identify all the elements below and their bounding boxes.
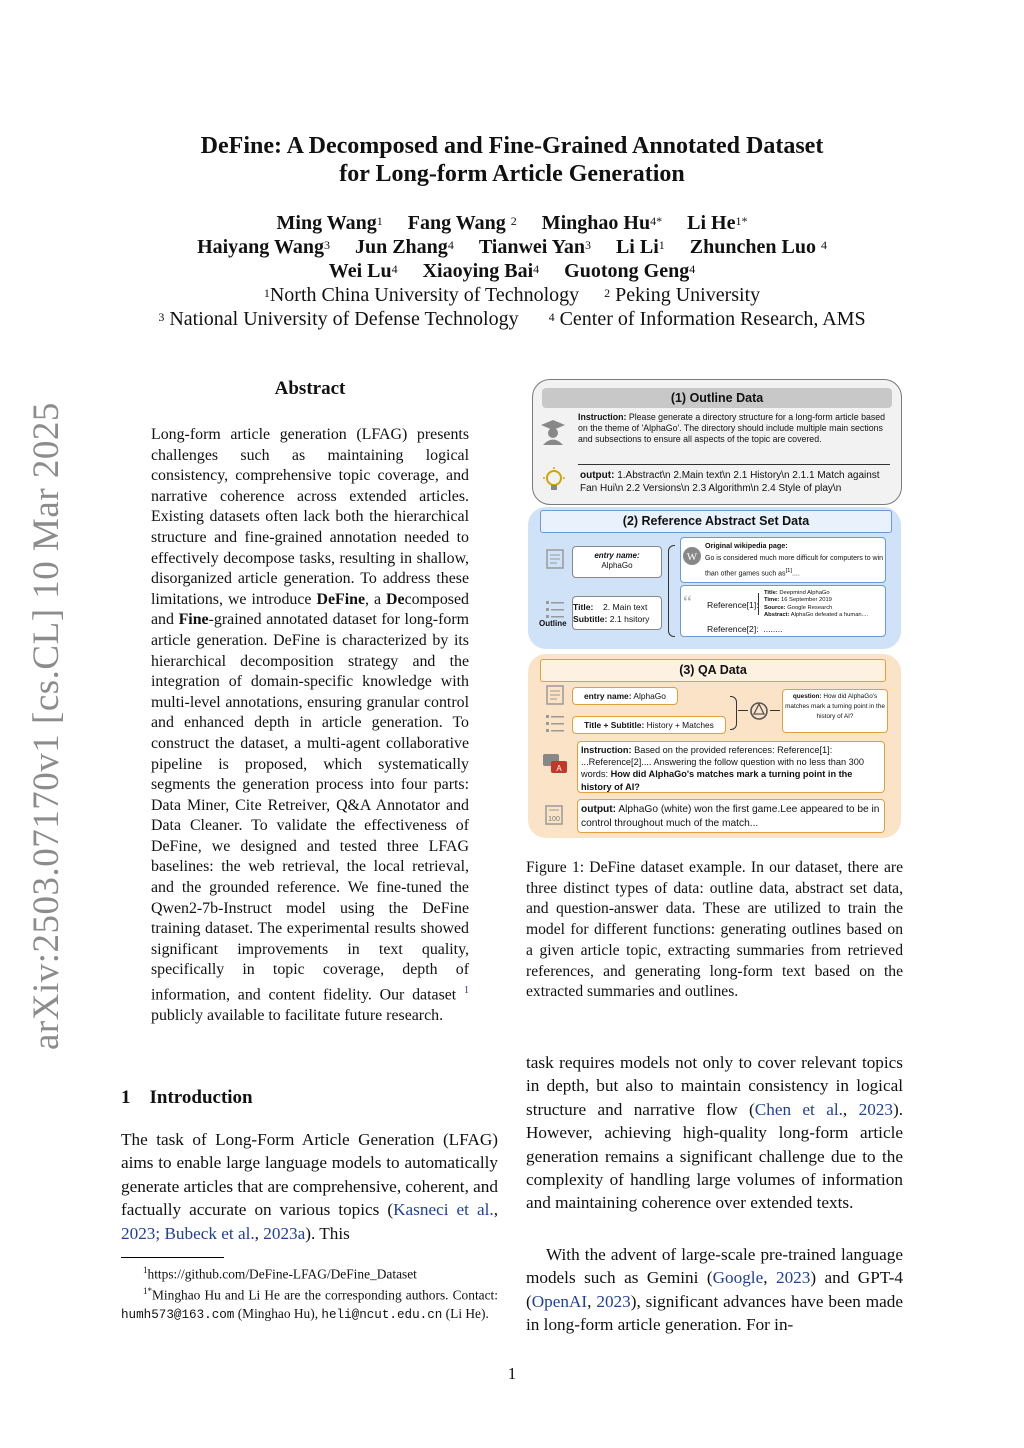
- citation-link[interactable]: 2023: [121, 1223, 156, 1243]
- author-name: Zhunchen Luo: [689, 236, 816, 258]
- author-name: Ming Wang: [276, 212, 377, 234]
- svg-text:A: A: [556, 764, 562, 773]
- intro-paragraph: [121, 1128, 498, 1245]
- reference-panel-header: (2) Reference Abstract Set Data: [540, 510, 892, 533]
- ref2-label: Reference[2]:: [707, 624, 759, 634]
- wiki-text: Go is considered much more difficult for computers to win than other games such as: [705, 555, 884, 578]
- abstract-part: -grained annotated dataset for long-form article generation. DeFine is characterized by its hierarchical decomposition strategy and the integration of domain-specific knowledge with multi-level annotations, ensuring granular control and enhanced depth in article generation. To construct the dataset, a multi-agent collaborative pipeline is proposed, which systematically segments the generation process into four parts: Data Miner, Cite Retreiver, Q&A Annotator and Data Cleaner. To validate the effectiveness of DeFine, we designed and tested three LFAG baselines: the web retrieval, the local retrieval, and the grounded reference. We fine-tuned the Qwen2-7b-Instruct model using the DeFine training dataset. The experimental results showed significant improvements in text quality, specifically in topic coverage, depth of information, and content fidelity. Our dataset: [151, 611, 469, 1004]
- body-text: With the advent of large-scale pre-trained language models such as Gemini (: [526, 1245, 903, 1288]
- reference-entry-box: [572, 546, 662, 578]
- openai-icon: [748, 700, 770, 722]
- section-number: 1: [121, 1087, 131, 1108]
- instruction-label: Instruction:: [578, 412, 627, 422]
- reference-2-label: [707, 624, 782, 634]
- footnote-text: (Li He).: [442, 1305, 489, 1321]
- ref-meta-label: Abstract:: [764, 612, 790, 619]
- author-line-1: [120, 211, 904, 235]
- qa-entry-box: [572, 687, 678, 705]
- author-name: Wei Lu: [328, 260, 392, 282]
- instruction-text: Please generate a directory structure for a long-form article based on the theme of 'AlphaGo'. The directory should include multiple main sections and subsections to ensure all aspects of the topic are covered.: [578, 412, 886, 444]
- svg-text:W: W: [686, 551, 698, 563]
- author-affil-mark: 4: [820, 238, 827, 252]
- author-affil-mark: 1*: [735, 214, 748, 228]
- instruction-text: Based on the provided references: Reference[1]: ...Reference[2].... Answering the follow question with no less than 300 words:: [581, 745, 864, 780]
- footnote-link[interactable]: 1: [464, 985, 469, 997]
- intro-text: ;: [155, 1223, 165, 1243]
- outline-output: [580, 470, 892, 498]
- outline-panel-header: (1) Outline Data: [542, 388, 892, 408]
- author-affil-mark: 3: [584, 238, 591, 252]
- entry-value: AlphaGo: [633, 691, 666, 701]
- abstract-bold: DeFine: [316, 590, 366, 608]
- document-icon: [544, 684, 566, 706]
- affil-mark: 2: [604, 286, 611, 300]
- footnote-1: [121, 1262, 498, 1283]
- author-name: Li Li: [615, 236, 659, 258]
- body-text: ) and GPT-4 (: [526, 1268, 904, 1311]
- intro-text: ,: [254, 1223, 264, 1243]
- right-paragraph-2: [526, 1243, 903, 1337]
- footnote-url[interactable]: https://github.com/DeFine-LFAG/DeFine_Dataset: [147, 1266, 417, 1282]
- author-affil-mark: 1: [658, 238, 665, 252]
- email-link[interactable]: heli@ncut.edu.cn: [321, 1307, 443, 1322]
- brace: [668, 545, 675, 637]
- citation-link[interactable]: OpenAI: [531, 1291, 588, 1311]
- citation-link[interactable]: Chen et al.: [754, 1099, 843, 1119]
- author-name: Haiyang Wang: [197, 236, 324, 258]
- question-label: question:: [792, 693, 822, 700]
- output-text: 1.Abstract\n 2.Main text\n 2.1 History\n 2.1.1 Match against Fan Hui\n 2.2 Versions\n 2.3 Algorithm\n 2.4 Style of play\n: [580, 470, 880, 494]
- title-value: 2. Main text: [602, 602, 648, 612]
- author-line-3: [120, 259, 904, 283]
- output-label: output:: [580, 470, 615, 481]
- right-paragraph-1: [526, 1051, 903, 1215]
- entry-value: AlphaGo: [601, 561, 633, 570]
- citation-link[interactable]: Google: [712, 1268, 764, 1288]
- section-heading-introduction: [121, 1087, 253, 1109]
- title-line-1: DeFine: A Decomposed and Fine-Grained Annotated Dataset: [200, 133, 824, 159]
- affiliation: North China University of Technology: [269, 284, 580, 306]
- author-affil-mark: 4: [689, 262, 696, 276]
- output-text: AlphaGo (white) won the first game.Lee appeared to be in control throughout much of the match...: [581, 804, 880, 829]
- email-link[interactable]: humh573@163.com: [121, 1307, 235, 1322]
- outline-label: Outline: [539, 619, 567, 628]
- ts-label: Title + Subtitle:: [584, 720, 645, 730]
- entry-label: entry name:: [594, 551, 640, 560]
- lightbulb-icon: [541, 466, 567, 494]
- author-affil-mark: 4*: [650, 214, 663, 228]
- author-affil-mark: 4: [533, 262, 540, 276]
- quote-icon: “: [683, 592, 692, 614]
- wiki-box: [680, 537, 886, 583]
- chat-icon: [542, 752, 568, 776]
- intro-text: ). This: [305, 1223, 350, 1243]
- abstract-bold: Fine: [178, 611, 209, 629]
- instruction-question: How did AlphaGo's matches mark a turning point in the history of AI?: [581, 769, 853, 792]
- entry-label: entry name:: [584, 691, 632, 701]
- body-text: task requires models not only to cover relevant topics in depth, but also to maintain consistency in logical structure and narrative flow (: [526, 1053, 903, 1119]
- author-block: [120, 211, 904, 331]
- figure-caption: Figure 1: DeFine dataset example. In our dataset, there are three distinct types of data: outline data, abstract set data, and question-answer data. These are utilized to train the model for different functions: generating outlines based on a given article topic, extracting summaries from retrieved references, and generating long-form text based on the extracted summaries and outlines.: [526, 859, 903, 1001]
- reference-1-label: Reference[1]:: [707, 600, 759, 610]
- subtitle-value: 2.1 hsitory: [609, 614, 650, 624]
- footnote-text: Minghao Hu and Li He are the corresponding authors. Contact:: [152, 1287, 498, 1303]
- abstract-part: Long-form article generation (LFAG) presents challenges such as maintaining logical consistency, comprehensive topic coverage, and narrative coherence across extended articles. Existing datasets often lack both the hierarchical structure and fine-grained annotation needed to effectively decompose tasks, resulting in shallow, disorganized article generation. To address these limitations, we introduce: [151, 426, 469, 608]
- author-line-2: [120, 235, 904, 259]
- citation-link[interactable]: 2023: [775, 1268, 811, 1288]
- ref2-dots: ........: [763, 624, 783, 634]
- body-text: ,: [763, 1268, 776, 1288]
- footnote-text: (Minghao Hu),: [234, 1305, 322, 1321]
- arrow-line: [738, 710, 748, 711]
- affil-mark: 4: [548, 310, 555, 324]
- footnote-rule: [121, 1257, 224, 1258]
- body-text: ,: [842, 1099, 859, 1119]
- abstract-part: composed and: [151, 590, 469, 629]
- footnote-mark: 1*: [143, 1286, 152, 1297]
- author-name: Guotong Geng: [564, 260, 690, 282]
- abstract-text: [151, 425, 469, 1027]
- affiliation: Center of Information Research, AMS: [559, 308, 866, 330]
- outline-list-icon: [544, 712, 566, 734]
- outline-instruction: [578, 412, 890, 458]
- abstract-bold: De: [386, 590, 405, 608]
- title-line-2: for Long-form Article Generation: [339, 161, 685, 187]
- score-badge: 100: [548, 816, 560, 823]
- qa-question-box: [782, 689, 888, 733]
- question-text: How did AlphaGo's matches mark a turning point in the history of AI?: [785, 693, 885, 720]
- qa-instruction-box: [577, 741, 885, 793]
- paper-title: [120, 132, 904, 188]
- citation-link[interactable]: Bubeck et al.: [164, 1223, 255, 1243]
- qa-panel-header: (3) QA Data: [540, 659, 886, 682]
- author-name: Minghao Hu: [541, 212, 651, 234]
- affil-mark: 1: [263, 286, 270, 300]
- reference-title-box: [572, 596, 662, 630]
- instruction-label: Instruction:: [581, 745, 632, 755]
- citation-link[interactable]: 2023a: [263, 1223, 306, 1243]
- ref-meta-value: Google Research: [787, 604, 833, 611]
- author-name: Xiaoying Bai: [422, 260, 534, 282]
- author-affil-mark: 4: [447, 238, 454, 252]
- wiki-end: ....: [792, 570, 800, 578]
- reference-1-meta: [764, 590, 882, 620]
- footnote-mark: 1: [143, 1265, 148, 1275]
- author-name: Tianwei Yan: [478, 236, 585, 258]
- abstract-heading: Abstract: [274, 378, 346, 399]
- output-label: output:: [581, 804, 617, 815]
- affiliation: Peking University: [615, 284, 761, 306]
- abstract-part: publicly available to facilitate future research.: [151, 1006, 444, 1024]
- author-affil-mark: 4: [391, 262, 398, 276]
- page-number: 1: [507, 1364, 517, 1383]
- score-document-icon: [543, 804, 565, 826]
- arxiv-stamp: arXiv:2503.07170v1 [cs.CL] 10 Mar 2025: [26, 402, 67, 1050]
- wiki-sup: [1]: [785, 568, 793, 574]
- citation-link[interactable]: Kasneci et al.: [393, 1200, 494, 1220]
- author-affil-mark: 1: [376, 214, 383, 228]
- ts-value: History + Matches: [646, 720, 714, 730]
- ref-meta-value: AlphaGo defeated a human....: [790, 612, 869, 619]
- citation-link[interactable]: 2023: [596, 1291, 631, 1311]
- section-title: Introduction: [149, 1087, 253, 1108]
- arrow-line: [770, 710, 780, 711]
- author-name: Li He: [687, 212, 736, 234]
- affiliation-line-2: [120, 307, 904, 331]
- affiliation: National University of Defense Technology: [169, 308, 519, 330]
- author-name: Fang Wang: [407, 212, 506, 234]
- qa-output-box: [577, 799, 885, 833]
- author-affil-mark: 2: [510, 214, 517, 228]
- qa-brace: [730, 696, 737, 730]
- footnotes: [121, 1262, 498, 1324]
- body-text: ), significant advances have been made in long-form article generation. For in-: [526, 1291, 904, 1335]
- author-name: Jun Zhang: [354, 236, 448, 258]
- affil-mark: 3: [158, 310, 165, 324]
- document-icon: [544, 548, 566, 570]
- abstract-part: , a: [365, 590, 387, 608]
- footnote-2: [121, 1283, 498, 1324]
- intro-text: ,: [493, 1200, 498, 1220]
- graduate-icon: [540, 418, 566, 446]
- citation-link[interactable]: 2023: [858, 1099, 893, 1119]
- outline-list-icon: [544, 598, 566, 620]
- wikipedia-icon: [682, 546, 702, 566]
- title-label: Title:: [573, 602, 594, 612]
- author-affil-mark: 3: [323, 238, 330, 252]
- ref-meta-value: Deepmind AlphaGo: [779, 590, 830, 596]
- subtitle-label: Subtitle:: [573, 614, 608, 624]
- ref-meta-label: Source:: [764, 604, 786, 611]
- outline-divider: [578, 464, 890, 465]
- wiki-label: Original wikipedia page:: [705, 541, 788, 550]
- ref-meta-value: 16 September 2019: [780, 597, 832, 604]
- qa-title-subtitle-box: [572, 716, 726, 734]
- ref-meta-label: Time:: [764, 597, 780, 604]
- affiliation-line-1: [120, 283, 904, 307]
- body-text: ). However, achieving high-quality long-form article generation remains a significant challenge due to the complexity of handling large volumes of information and maintaining coherence over extended texts.: [526, 1099, 904, 1213]
- body-text: ,: [587, 1291, 597, 1311]
- intro-text: The task of Long-Form Article Generation (LFAG) aims to enable large language models to automatically generate articles that are comprehensive, coherent, and factually accurate on various topics (: [121, 1130, 498, 1220]
- ref-meta-label: Title:: [764, 590, 778, 596]
